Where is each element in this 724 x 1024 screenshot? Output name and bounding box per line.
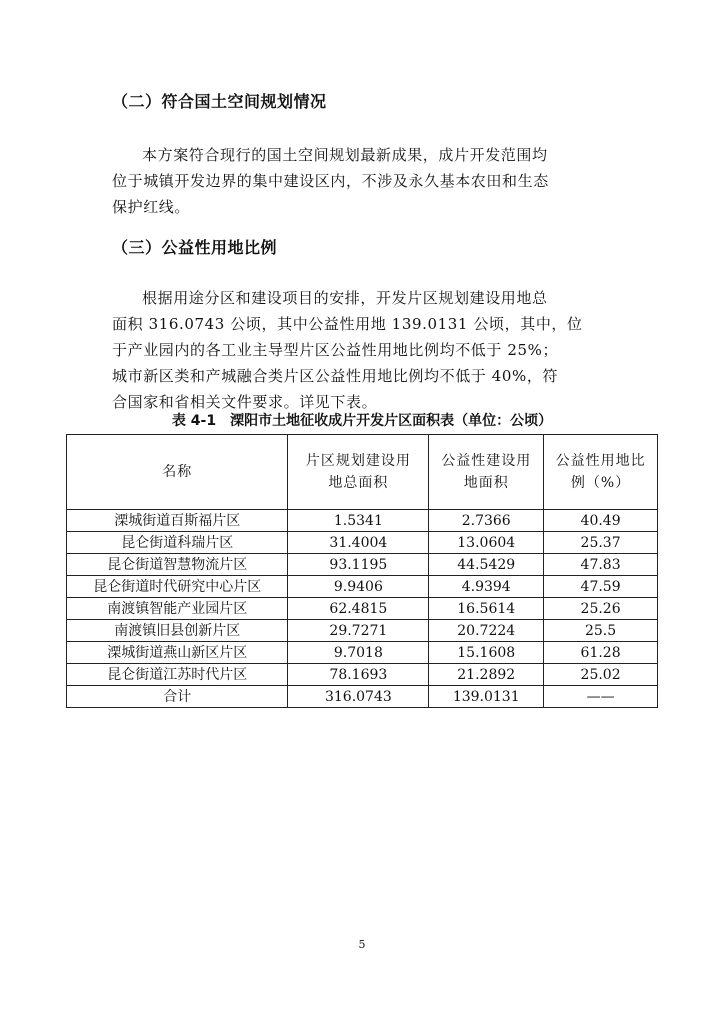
section-heading-planning-compliance: （二）符合国土空间规划情况 [112, 92, 327, 111]
cell-name: 昆仑街道江苏时代片区 [67, 664, 288, 686]
paragraph-line: 本方案符合现行的国土空间规划最新成果，成片开发范围均 [142, 146, 548, 164]
table-row [67, 598, 658, 620]
cell-name: 南渡镇旧县创新片区 [67, 620, 288, 642]
cell-name: 昆仑街道智慧物流片区 [67, 554, 288, 576]
cell-public-ratio: 61.28 [544, 642, 658, 664]
cell-total-area: 93.1195 [288, 554, 429, 576]
cell-name: 南渡镇智能产业园片区 [67, 598, 288, 620]
cell-total-area: 9.7018 [288, 642, 429, 664]
header-text: 地总面积 [328, 475, 389, 491]
cell-total-area: 78.1693 [288, 664, 429, 686]
cell-total-area: 31.4004 [288, 532, 429, 554]
table-row [67, 642, 658, 664]
cell-public-area: 20.7224 [429, 620, 544, 642]
table-row [67, 576, 658, 598]
cell-public-area: 139.0131 [429, 686, 544, 708]
cell-total-area: 1.5341 [288, 510, 429, 532]
table-row [67, 532, 658, 554]
paragraph-line: 面积 316.0743 公顷，其中公益性用地 139.0131 公顷，其中，位 [112, 315, 583, 333]
cell-public-area: 4.9394 [429, 576, 544, 598]
page-number: 5 [358, 938, 366, 951]
header-public-ratio [544, 435, 658, 510]
cell-total-area: 9.9406 [288, 576, 429, 598]
cell-public-area: 16.5614 [429, 598, 544, 620]
cell-public-area: 21.2892 [429, 664, 544, 686]
cell-public-ratio: 47.83 [544, 554, 658, 576]
paragraph-public-land-ratio [112, 285, 634, 415]
header-text: 地面积 [463, 475, 509, 491]
cell-public-area: 2.7366 [429, 510, 544, 532]
cell-name: 合计 [67, 686, 288, 708]
table-row [67, 620, 658, 642]
paragraph-line: 于产业园内的各工业主导型片区公益性用地比例均不低于 25%； [112, 341, 559, 359]
cell-name: 昆仑街道时代研究中心片区 [67, 576, 288, 598]
header-text: 公益性用地比 [555, 453, 646, 469]
cell-public-ratio: 25.37 [544, 532, 658, 554]
header-total-area [288, 435, 429, 510]
cell-total-area: 316.0743 [288, 686, 429, 708]
cell-public-ratio: 25.5 [544, 620, 658, 642]
section-heading-public-land-ratio: （三）公益性用地比例 [112, 238, 278, 257]
cell-public-ratio: 40.49 [544, 510, 658, 532]
header-text: 片区规划建设用 [305, 453, 411, 469]
table-row [67, 510, 658, 532]
table-header-row [67, 435, 658, 510]
table-caption: 表 4-1 溧阳市土地征收成片开发片区面积表（单位：公顷） [171, 413, 553, 429]
paragraph-line: 根据用途分区和建设项目的安排，开发片区规划建设用地总 [142, 289, 548, 307]
cell-name: 溧城街道百斯福片区 [67, 510, 288, 532]
cell-total-area: 62.4815 [288, 598, 429, 620]
cell-public-area: 44.5429 [429, 554, 544, 576]
cell-name: 昆仑街道科瑞片区 [67, 532, 288, 554]
cell-public-area: 13.0604 [429, 532, 544, 554]
table-row [67, 554, 658, 576]
land-area-table [66, 434, 658, 708]
cell-public-ratio: 25.26 [544, 598, 658, 620]
paragraph-planning-compliance [112, 142, 634, 220]
cell-public-ratio: 25.02 [544, 664, 658, 686]
header-name [67, 435, 288, 510]
header-text: 公益性建设用 [441, 453, 532, 469]
header-public-area [429, 435, 544, 510]
cell-total-area: 29.7271 [288, 620, 429, 642]
header-text: 例（%） [570, 475, 631, 491]
cell-public-ratio: —— [544, 686, 658, 708]
paragraph-line: 位于城镇开发边界的集中建设区内，不涉及永久基本农田和生态 [112, 172, 549, 190]
cell-name: 溧城街道燕山新区片区 [67, 642, 288, 664]
cell-public-area: 15.1608 [429, 642, 544, 664]
paragraph-line: 保护红线。 [112, 198, 191, 216]
header-text: 名称 [162, 464, 193, 480]
cell-public-ratio: 47.59 [544, 576, 658, 598]
paragraph-line: 城市新区类和产城融合类片区公益性用地比例均不低于 40%，符 [112, 367, 559, 385]
table-total-row [67, 686, 658, 708]
table-row [67, 664, 658, 686]
paragraph-line: 合国家和省相关文件要求。详见下表。 [112, 393, 378, 411]
